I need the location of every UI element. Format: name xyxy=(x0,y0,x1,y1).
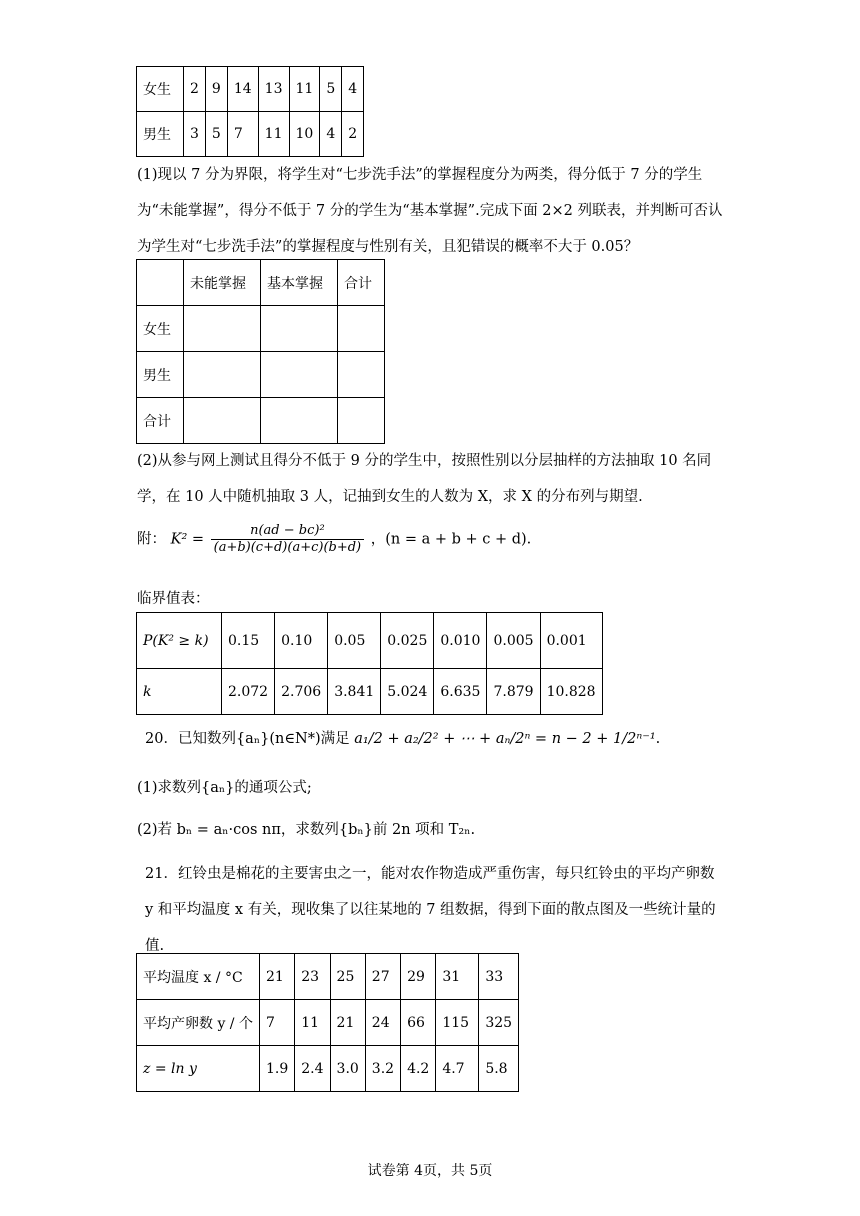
table-cell: 1.9 xyxy=(260,1046,295,1092)
table-cell: 0.05 xyxy=(328,613,381,669)
empty-cell xyxy=(338,306,385,352)
table-cell: 10.828 xyxy=(540,669,602,715)
q20-equation: a₁/2 + a₂/2² + ⋯ + aₙ/2ⁿ = n − 2 + 1/2ⁿ⁻¹ xyxy=(354,731,656,747)
table-cell: 25 xyxy=(330,954,365,1000)
column-header: 基本掌握 xyxy=(261,260,338,306)
formula-numerator: n(ad − bc)² xyxy=(211,523,365,540)
empty-cell xyxy=(184,306,261,352)
row-label: 平均产卵数 y / 个 xyxy=(137,1000,260,1046)
formula xyxy=(137,523,531,556)
q21-table xyxy=(136,953,519,1092)
table-row xyxy=(137,352,385,398)
table-cell: 7 xyxy=(260,1000,295,1046)
column-header: 合计 xyxy=(338,260,385,306)
empty-cell xyxy=(338,352,385,398)
table-cell: 0.001 xyxy=(540,613,602,669)
formula-suffix: ，(n = a + b + c + d). xyxy=(370,531,532,548)
empty-cell xyxy=(338,398,385,444)
q20-stem xyxy=(145,727,660,748)
table-cell: 0.010 xyxy=(434,613,487,669)
table-cell: 24 xyxy=(365,1000,400,1046)
contingency-table xyxy=(136,259,385,444)
question-number: 20． xyxy=(145,731,178,747)
formula-denominator: (a+b)(c+d)(a+c)(b+d) xyxy=(213,540,362,555)
table-cell: 2.072 xyxy=(222,669,275,715)
row-label: 男生 xyxy=(137,112,184,157)
row-label: P(K² ≥ k) xyxy=(137,613,222,669)
table-cell: 3 xyxy=(184,112,206,157)
table-row xyxy=(137,260,385,306)
empty-cell xyxy=(261,352,338,398)
table-cell: 11 xyxy=(295,1000,330,1046)
table-cell: 325 xyxy=(479,1000,519,1046)
q19-part1: (1)现以 7 分为界限，将学生对“七步洗手法”的掌握程度分为两类，得分低于 7 分的学生为“未能掌握”，得分不低于 7 分的学生为“基本掌握”.完成下面 2×2 列联表，并判断可否认为学生对“七步洗手法”的掌握程度与性别有关，且犯错误的概率不大于 0.05？ xyxy=(137,167,723,255)
critical-title: 临界值表： xyxy=(137,591,210,607)
column-header: 未能掌握 xyxy=(184,260,261,306)
table-cell: 31 xyxy=(436,954,479,1000)
table-cell: 2 xyxy=(184,67,206,112)
table-cell: 14 xyxy=(227,67,258,112)
table-cell: 21 xyxy=(260,954,295,1000)
row-label: 平均温度 x / °C xyxy=(137,954,260,1000)
table-cell: 13 xyxy=(258,67,289,112)
table-row xyxy=(137,613,603,669)
table-row xyxy=(137,306,385,352)
q20-part2: (2)若 bₙ = aₙ·cos nπ，求数列{bₙ}前 2n 项和 T₂ₙ. xyxy=(137,822,476,838)
critical-table xyxy=(136,612,603,715)
table-cell: 3.841 xyxy=(328,669,381,715)
table-cell: 11 xyxy=(289,67,320,112)
table-row xyxy=(137,1046,519,1092)
q19-part2: (2)从参与网上测试且得分不低于 9 分的学生中，按照性别以分层抽样的方法抽取 10 名同学，在 10 人中随机抽取 3 人，记抽到女生的人数为 X，求 X 的分布列与期望. xyxy=(137,453,712,505)
table-cell: 7 xyxy=(227,112,258,157)
formula-prefix: 附： xyxy=(137,531,166,548)
table-cell: 6.635 xyxy=(434,669,487,715)
table-row xyxy=(137,398,385,444)
table-cell: 2.4 xyxy=(295,1046,330,1092)
q20-stem-text: 已知数列{aₙ}(n∈N*)满足 xyxy=(177,731,350,747)
table-cell: 115 xyxy=(436,1000,479,1046)
table-cell: 0.005 xyxy=(487,613,540,669)
table-row xyxy=(137,954,519,1000)
table-cell: 4.7 xyxy=(436,1046,479,1092)
formula-lhs: K² = xyxy=(170,531,205,548)
table-cell: 4 xyxy=(342,67,364,112)
q20-part1: (1)求数列{aₙ}的通项公式; xyxy=(137,780,312,796)
q20-stem-end: . xyxy=(655,731,661,747)
table-cell: 23 xyxy=(295,954,330,1000)
formula-fraction xyxy=(211,523,365,556)
row-label: k xyxy=(137,669,222,715)
row-label: 女生 xyxy=(137,67,184,112)
table-cell xyxy=(137,260,184,306)
table-cell: 4.2 xyxy=(401,1046,436,1092)
q21-text: 21．红铃虫是棉花的主要害虫之一，能对农作物造成严重伤害，每只红铃虫的平均产卵数 y 和平均温度 x 有关，现收集了以往某地的 7 组数据，得到下面的散点图及一些统计量的值. xyxy=(145,866,716,954)
empty-cell xyxy=(184,398,261,444)
row-label: 合计 xyxy=(137,398,184,444)
table-row xyxy=(137,112,364,157)
table-cell: 11 xyxy=(258,112,289,157)
table-cell: 2 xyxy=(342,112,364,157)
table-cell: 66 xyxy=(401,1000,436,1046)
table-cell: 3.0 xyxy=(330,1046,365,1092)
table-cell: 27 xyxy=(365,954,400,1000)
page-footer: 试卷第 4页，共 5页 xyxy=(367,1163,493,1179)
table-cell: 5 xyxy=(320,67,342,112)
table-cell: 5.8 xyxy=(479,1046,519,1092)
table-cell: 2.706 xyxy=(275,669,328,715)
table-cell: 0.15 xyxy=(222,613,275,669)
score-table xyxy=(136,66,364,157)
table-row xyxy=(137,67,364,112)
table-cell: 0.025 xyxy=(381,613,434,669)
row-label: z = ln y xyxy=(137,1046,260,1092)
empty-cell xyxy=(184,352,261,398)
table-cell: 21 xyxy=(330,1000,365,1046)
row-label: 男生 xyxy=(137,352,184,398)
table-cell: 10 xyxy=(289,112,320,157)
table-cell: 29 xyxy=(401,954,436,1000)
table-cell: 4 xyxy=(320,112,342,157)
table-row xyxy=(137,1000,519,1046)
table-row xyxy=(137,669,603,715)
table-cell: 5.024 xyxy=(381,669,434,715)
table-cell: 9 xyxy=(205,67,227,112)
table-cell: 7.879 xyxy=(487,669,540,715)
empty-cell xyxy=(261,306,338,352)
table-cell: 3.2 xyxy=(365,1046,400,1092)
table-cell: 33 xyxy=(479,954,519,1000)
table-cell: 5 xyxy=(205,112,227,157)
empty-cell xyxy=(261,398,338,444)
table-cell: 0.10 xyxy=(275,613,328,669)
row-label: 女生 xyxy=(137,306,184,352)
